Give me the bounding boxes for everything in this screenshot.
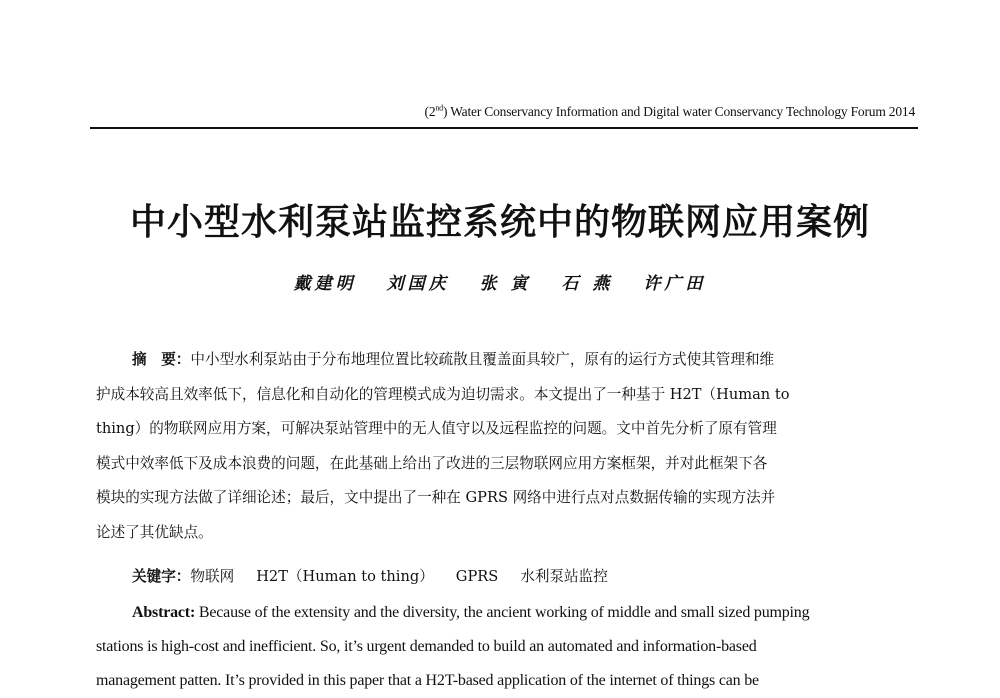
english-abstract: [96, 596, 918, 698]
abstract-line-text: 中小型水利泵站由于分布地理位置比较疏散且覆盖面具较广，原有的运行方式使其管理和维: [190, 351, 775, 368]
author-name: 许广田: [643, 274, 707, 294]
abstract-line: thing）的物联网应用方案，可解决泵站管理中的无人值守以及远程监控的问题。文中首先分析了原有管理: [96, 420, 777, 437]
abstract-label: 摘 要：: [132, 351, 191, 368]
english-abstract-label: Abstract:: [132, 604, 196, 621]
english-abstract-line: management patten. It’s provided in this paper that a H2T-based application of the internet of things can be: [96, 672, 759, 689]
author-list: [0, 272, 1000, 296]
header-forum-name: Water Conservancy Information and Digital water Conservancy Technology Forum 2014: [450, 104, 915, 119]
running-header: [90, 103, 915, 121]
english-abstract-line: stations is high-cost and inefficient. So, it’s urgent demanded to build an automated and information-based: [96, 638, 757, 655]
keyword-item: GPRS: [455, 568, 499, 585]
author-name: 张 寅: [479, 274, 532, 294]
abstract-line: 模块的实现方法做了详细论述；最后，文中提出了一种在 GPRS 网络中进行点对点数据传输的实现方法并: [96, 489, 776, 506]
keyword-item: 水利泵站监控: [520, 568, 608, 585]
author-name: 戴建明: [293, 274, 357, 294]
header-edition-number: 2: [428, 104, 436, 119]
keywords: [132, 562, 918, 592]
english-abstract-line: [96, 596, 918, 630]
author-name: 刘国庆: [386, 274, 450, 294]
header-open-paren: (: [424, 104, 429, 119]
keyword-item: 物联网: [190, 568, 235, 585]
header-rule: [90, 127, 918, 129]
abstract-line: 护成本较高且效率低下，信息化和自动化的管理模式成为迫切需求。本文提出了一种基于 H2T（Human to: [96, 385, 790, 403]
header-edition-ordinal: nd: [435, 103, 443, 113]
author-name: 石 燕: [561, 274, 614, 294]
english-abstract-line-text: Because of the extensity and the diversity, the ancient working of middle and small sized pumping: [198, 604, 810, 621]
abstract-line: 模式中效率低下及成本浪费的问题，在此基础上给出了改进的三层物联网应用方案框架，并对此框架下各: [96, 454, 768, 472]
chinese-abstract: [96, 343, 918, 550]
header-close-paren: ): [442, 104, 448, 119]
keywords-label: 关键字：: [132, 568, 191, 585]
abstract-line: 论述了其优缺点。: [96, 523, 213, 541]
paper-title: 中小型水利泵站监控系统中的物联网应用案例: [129, 201, 870, 243]
abstract-line: [96, 343, 918, 378]
keyword-item: H2T（Human to thing）: [256, 568, 434, 585]
